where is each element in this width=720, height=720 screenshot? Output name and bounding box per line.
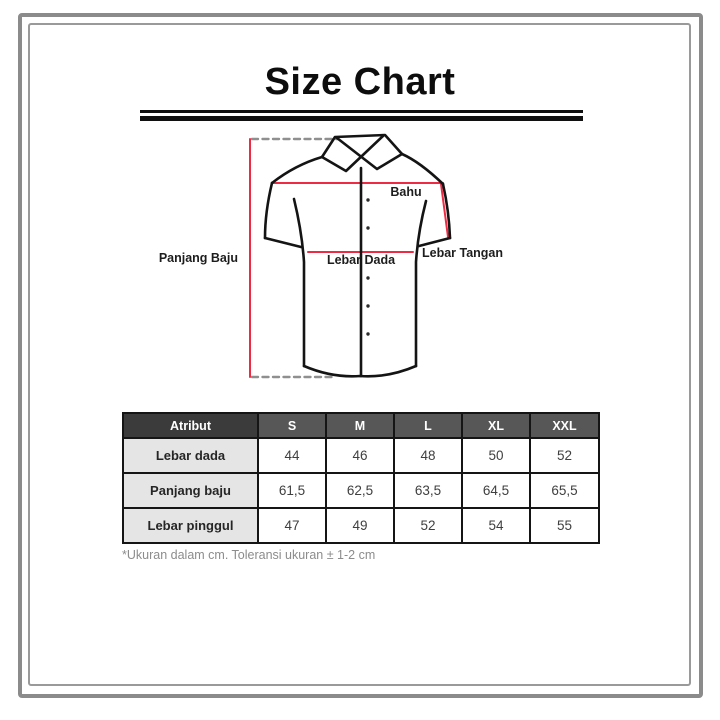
cell-value: 65,5 — [530, 473, 599, 508]
row-label: Lebar pinggul — [123, 508, 258, 543]
cell-value: 49 — [326, 508, 394, 543]
shirt-illustration — [240, 128, 460, 384]
footnote: *Ukuran dalam cm. Toleransi ukuran ± 1-2 cm — [122, 548, 376, 562]
header-size-l: L — [394, 413, 462, 438]
header-size-xxl: XXL — [530, 413, 599, 438]
label-lebar-tangan: Lebar Tangan — [421, 246, 504, 260]
cell-value: 46 — [326, 438, 394, 473]
measurement-lines — [250, 139, 448, 377]
cell-value: 55 — [530, 508, 599, 543]
table-row — [123, 473, 599, 508]
table-row — [123, 508, 599, 543]
cell-value: 54 — [462, 508, 530, 543]
label-bahu: Bahu — [390, 185, 422, 199]
table-header-row — [123, 413, 599, 438]
cell-value: 63,5 — [394, 473, 462, 508]
header-size-xl: XL — [462, 413, 530, 438]
row-label: Panjang baju — [123, 473, 258, 508]
row-label: Lebar dada — [123, 438, 258, 473]
cell-value: 48 — [394, 438, 462, 473]
cell-value: 50 — [462, 438, 530, 473]
cell-value: 52 — [394, 508, 462, 543]
cell-value: 44 — [258, 438, 326, 473]
page-title: Size Chart — [264, 61, 456, 103]
cell-value: 52 — [530, 438, 599, 473]
label-lebar-dada: Lebar Dada — [326, 253, 396, 267]
cell-value: 61,5 — [258, 473, 326, 508]
table-row — [123, 438, 599, 473]
button-dots — [366, 198, 369, 335]
header-size-m: M — [326, 413, 394, 438]
dashed-guide-lines — [252, 139, 338, 377]
cell-value: 62,5 — [326, 473, 394, 508]
header-size-s: S — [258, 413, 326, 438]
label-panjang-baju: Panjang Baju — [158, 251, 238, 265]
cell-value: 64,5 — [462, 473, 530, 508]
shirt-outline — [265, 135, 450, 376]
cell-value: 47 — [258, 508, 326, 543]
size-table — [122, 412, 600, 544]
header-atribut: Atribut — [123, 413, 258, 438]
